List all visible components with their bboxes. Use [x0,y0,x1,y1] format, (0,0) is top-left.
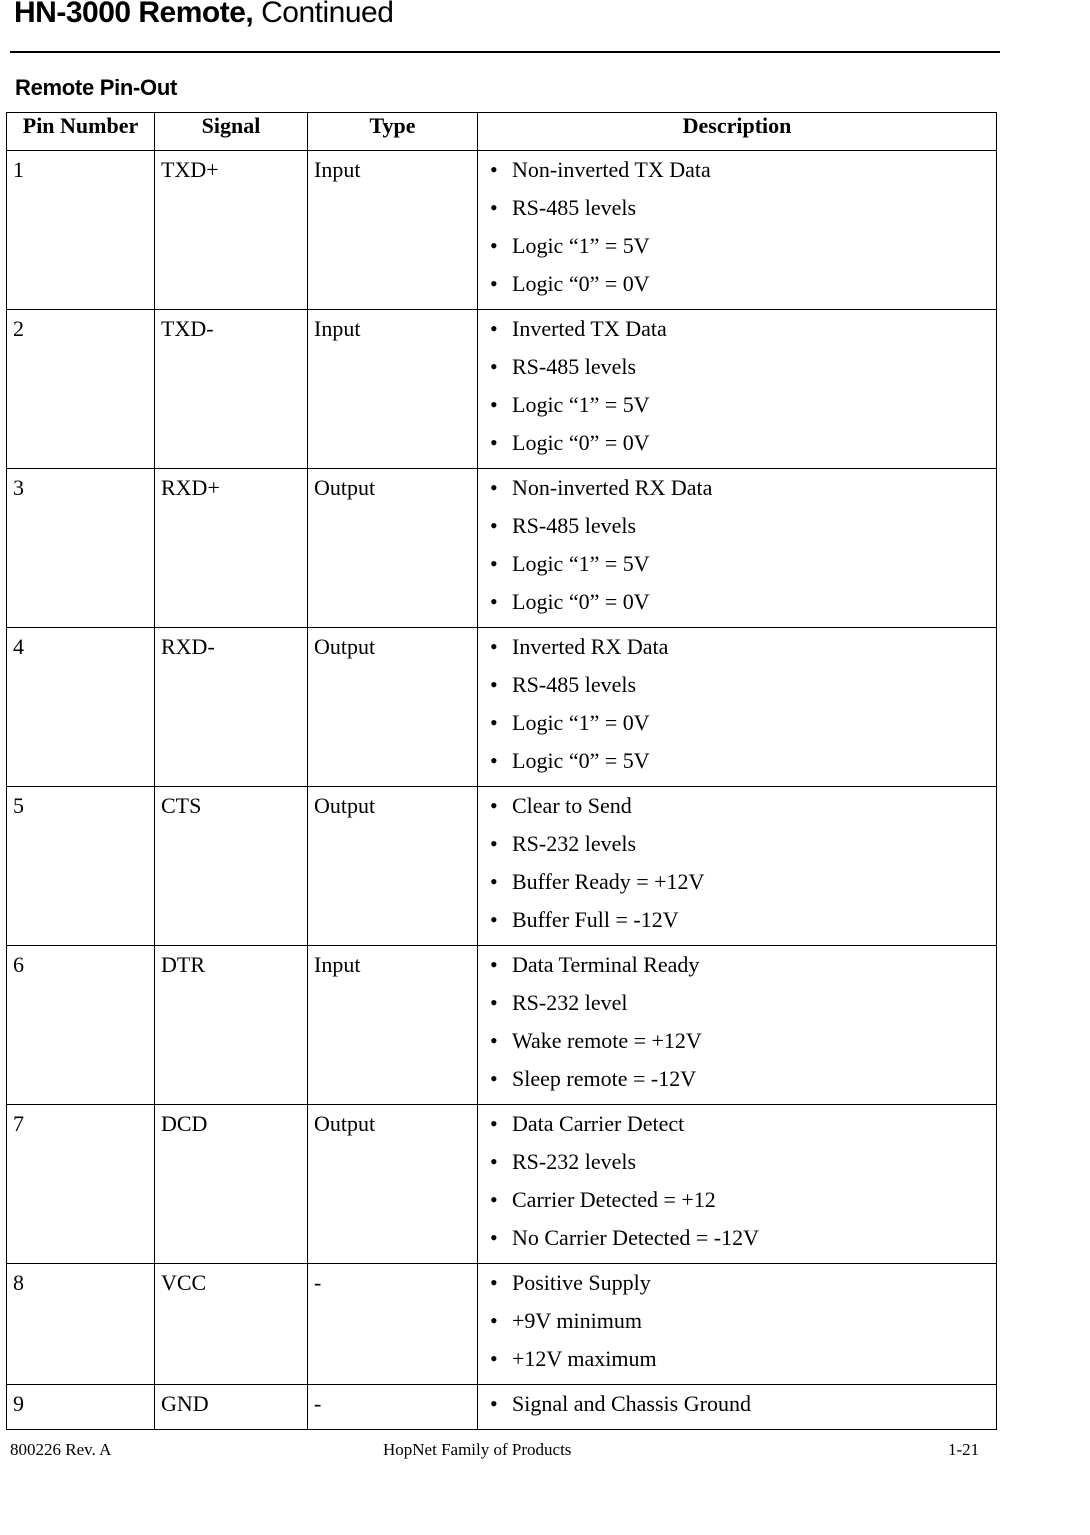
description-item: • +9V minimum [484,1308,990,1346]
description-item: • Carrier Detected = +12 [484,1187,990,1225]
table-row [7,1105,997,1264]
description-item: • Logic “0” = 0V [484,589,990,627]
description-item: • Logic “0” = 5V [484,748,990,786]
description-item: • Logic “0” = 0V [484,430,990,468]
section-title: Remote Pin-Out [15,75,178,100]
header-title-rest: Continued [261,0,394,29]
pin-cell: 7 [7,1105,155,1264]
description-cell [478,1105,997,1264]
description-item: • +12V maximum [484,1346,990,1384]
type-cell: Output [308,787,478,946]
signal-cell: DCD [155,1105,308,1264]
description-cell [478,310,997,469]
type-cell: - [308,1264,478,1385]
description-item: • Logic “1” = 0V [484,710,990,748]
type-cell: Output [308,628,478,787]
description-cell [478,151,997,310]
footer-doc-number: 800226 Rev. A [10,1440,112,1459]
signal-cell: DTR [155,946,308,1105]
pinout-table [6,112,997,1430]
type-cell: Input [308,946,478,1105]
pin-cell: 1 [7,151,155,310]
description-item: • Non-inverted RX Data [484,475,990,513]
description-item: • RS-485 levels [484,513,990,551]
signal-cell: TXD- [155,310,308,469]
table-row [7,151,997,310]
description-item: • RS-485 levels [484,195,990,233]
description-item: • RS-485 levels [484,354,990,392]
page-header [14,0,393,30]
table-row [7,787,997,946]
header-divider [10,51,1000,53]
description-cell [478,469,997,628]
column-header-signal: Signal [155,113,308,151]
table-row [7,628,997,787]
description-item: • Signal and Chassis Ground [484,1391,990,1429]
header-title-bold: HN-3000 Remote, [14,0,254,29]
description-item: • Logic “1” = 5V [484,392,990,430]
signal-cell: GND [155,1385,308,1430]
pin-cell: 6 [7,946,155,1105]
description-cell [478,946,997,1105]
pin-cell: 3 [7,469,155,628]
type-cell: Output [308,1105,478,1264]
description-item: • Inverted RX Data [484,634,990,672]
description-item: • RS-232 levels [484,1149,990,1187]
description-item: • Clear to Send [484,793,990,831]
signal-cell: RXD- [155,628,308,787]
description-item: • Data Terminal Ready [484,952,990,990]
signal-cell: TXD+ [155,151,308,310]
table-row [7,1385,997,1430]
footer-product-family: HopNet Family of Products [383,1440,572,1459]
table-row [7,1264,997,1385]
description-item: • Data Carrier Detect [484,1111,990,1149]
signal-cell: RXD+ [155,469,308,628]
description-item: • Sleep remote = -12V [484,1066,990,1104]
pin-cell: 9 [7,1385,155,1430]
type-cell: Input [308,151,478,310]
type-cell: Input [308,310,478,469]
description-item: • Inverted TX Data [484,316,990,354]
signal-cell: VCC [155,1264,308,1385]
description-item: • Logic “0” = 0V [484,271,990,309]
description-cell [478,628,997,787]
description-item: • Positive Supply [484,1270,990,1308]
pin-cell: 5 [7,787,155,946]
pin-cell: 8 [7,1264,155,1385]
signal-cell: CTS [155,787,308,946]
table-row [7,946,997,1105]
description-cell [478,1264,997,1385]
description-item: • Wake remote = +12V [484,1028,990,1066]
table-row [7,310,997,469]
column-header-description: Description [478,113,997,151]
description-item: • RS-232 level [484,990,990,1028]
description-item: • Buffer Ready = +12V [484,869,990,907]
description-item: • Logic “1” = 5V [484,233,990,271]
description-item: • Non-inverted TX Data [484,157,990,195]
description-item: • Buffer Full = -12V [484,907,990,945]
type-cell: - [308,1385,478,1430]
column-header-type: Type [308,113,478,151]
column-header-pin: Pin Number [7,113,155,151]
pin-cell: 4 [7,628,155,787]
description-item: • RS-485 levels [484,672,990,710]
footer-page-number: 1-21 [948,1440,980,1459]
table-header-row [7,113,997,151]
description-item: • RS-232 levels [484,831,990,869]
description-item: • No Carrier Detected = -12V [484,1225,990,1263]
description-item: • Logic “1” = 5V [484,551,990,589]
type-cell: Output [308,469,478,628]
table-row [7,469,997,628]
pin-cell: 2 [7,310,155,469]
description-cell [478,1385,997,1430]
description-cell [478,787,997,946]
